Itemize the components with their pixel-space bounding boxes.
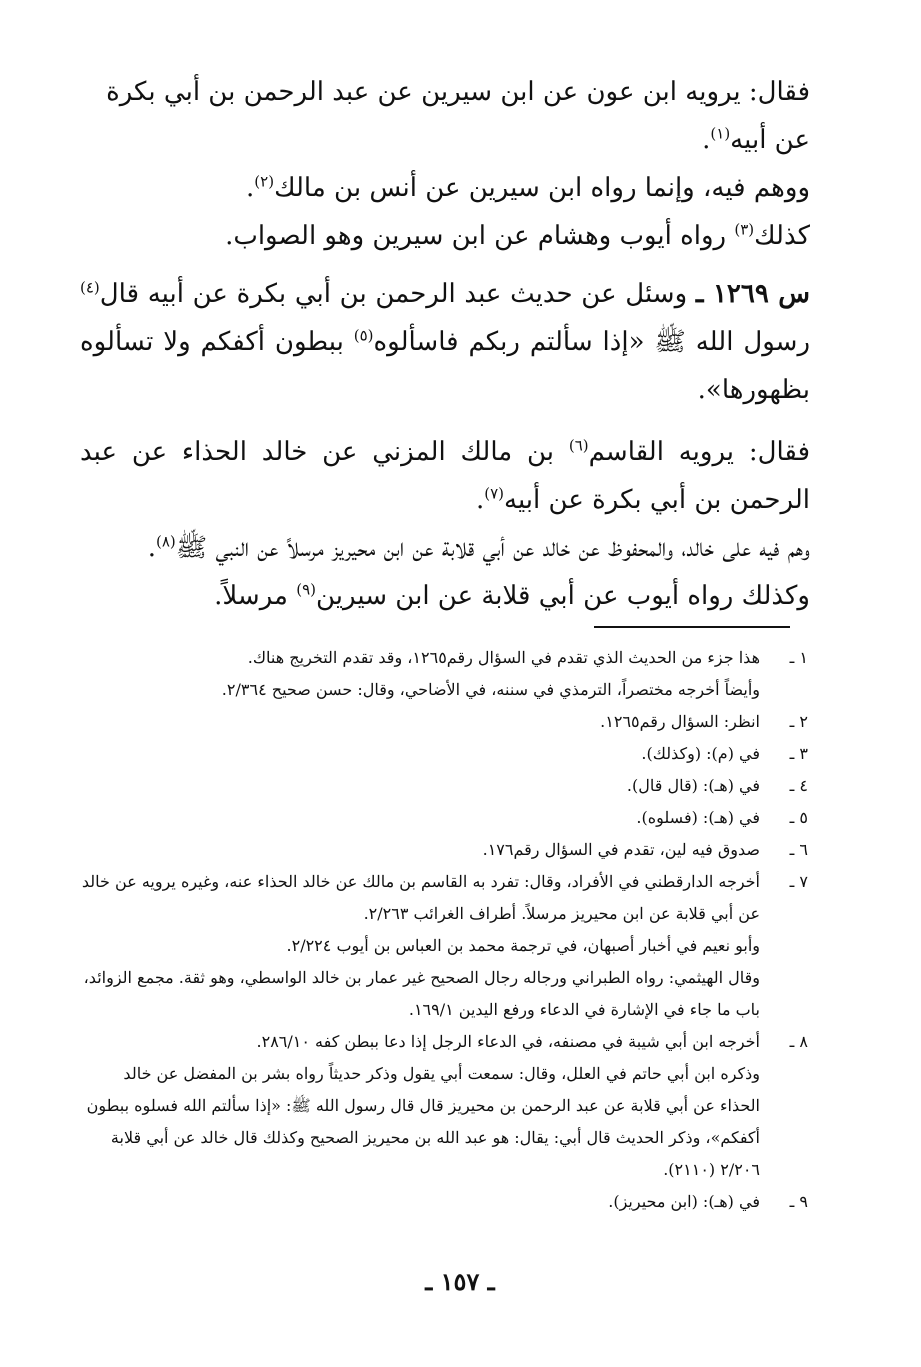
footnote — [80, 738, 808, 770]
footnote-number: ٥ ـ — [789, 808, 808, 827]
footnotes — [80, 642, 808, 1218]
footnote-separator — [594, 626, 790, 628]
footnote-line: صدوق فيه لين، تقدم في السؤال رقم١٧٦. — [482, 840, 760, 859]
paragraph-2: ووهم فيه، وإنما رواه ابن سيرين عن أنس بن مالك$^{(٢)}$. — [246, 172, 810, 203]
main-text — [80, 68, 810, 620]
footnote-number: ٢ ـ — [789, 712, 808, 731]
footnote-number: ٤ ـ — [789, 776, 808, 795]
footnote — [80, 1026, 808, 1186]
paragraph-5: وهم فيه على خالد، والمحفوظ عن خالد عن أبي قلابة عن ابن محيريز مرسلاً عن النبي ﷺ$^{(٨)}$. — [147, 532, 810, 563]
paragraph-4: فقال: يرويه القاسم$^{(٦)}$ بن مالك المزني عن خالد الحذاء عن عبد الرحمن بن أبي بكرة عن أبيه$^{(٧)}$. — [80, 436, 811, 515]
footnote-ref-3: (٣) — [734, 220, 755, 239]
footnote-number: ٧ ـ — [789, 872, 808, 891]
footnote-ref-4: (٤) — [80, 278, 100, 297]
footnote-ref-9: (٩) — [296, 580, 317, 599]
footnote-number: ٦ ـ — [789, 840, 808, 859]
footnote-number: ٩ ـ — [789, 1192, 808, 1211]
footnote-line: في (م): (وكذلك). — [641, 744, 760, 763]
footnote-line: وأبو نعيم في أخبار أصبهان، في ترجمة محمد بن العباس بن أيوب ٢/٢٢٤. — [286, 936, 760, 955]
footnote-line: أخرجه ابن أبي شيبة في مصنفه، في الدعاء الرجل إذا دعا ببطن كفه ٢٨٦/١٠. — [256, 1032, 760, 1051]
footnote-line: انظر: السؤال رقم١٢٦٥. — [600, 712, 760, 731]
paragraph-3: كذلك$^{(٣)}$ رواه أيوب وهشام عن ابن سيرين وهو الصواب. — [225, 220, 810, 251]
footnote-ref-6: (٦) — [568, 436, 589, 455]
footnote — [80, 770, 808, 802]
footnote-ref-7: (٧) — [484, 484, 505, 503]
footnote-line: أخرجه الدارقطني في الأفراد، وقال: تفرد به القاسم بن مالك عن خالد الحذاء عنه، وغيره يرويه عن خالد عن أبي قلابة عن ابن محيريز مرسلاً. أطراف الغرائب ٢/٢٦٣. — [81, 872, 760, 923]
footnote — [80, 706, 808, 738]
footnote-number: ٣ ـ — [789, 744, 808, 763]
footnote-ref-2: (٢) — [254, 172, 275, 191]
footnote-line: وأيضاً أخرجه مختصراً، الترمذي في سننه، في الأضاحي، وقال: حسن صحيح ٢/٣٦٤. — [221, 680, 760, 699]
footnote-line: في (هـ): (ابن محيريز). — [608, 1192, 760, 1211]
footnote — [80, 642, 808, 706]
question-paragraph: س ١٢٦٩ ـ وسئل عن حديث عبد الرحمن بن أبي بكرة عن أبيه قال$^{(٤)}$ رسول الله ﷺ «إذا سألتم ربكم فاسألوه$^{(٥)}$ ببطون أكفكم ولا تسألوه بظهورها». — [80, 278, 811, 405]
footnote-ref-1: (١) — [710, 124, 731, 143]
footnote-ref-8: (٨) — [155, 532, 176, 551]
footnote-line: وقال الهيثمي: رواه الطبراني ورجاله رجال الصحيح غير عمار بن خالد الواسطي، وهو ثقة. مجمع الزوائد، باب ما جاء في الإشارة في الدعاء ورفع اليدين ١٦٩/١. — [83, 968, 760, 1019]
footnote — [80, 802, 808, 834]
footnote-number: ١ ـ — [789, 648, 808, 667]
paragraph-1: فقال: يرويه ابن عون عن ابن سيرين عن عبد الرحمن بن أبي بكرة عن أبيه$^{(١)}$. — [106, 77, 810, 155]
footnote-line: في (هـ): (قال قال). — [626, 776, 760, 795]
footnote-ref-5: (٥) — [353, 326, 374, 345]
footnote — [80, 834, 808, 866]
footnote-number: ٨ ـ — [789, 1032, 808, 1051]
question-number: س ١٢٦٩ ـ — [695, 279, 811, 309]
footnote-line: وذكره ابن أبي حاتم في العلل، وقال: سمعت أبي يقول وذكر حديثاً رواه بشر بن المفضل عن خالد الحذاء عن أبي قلابة عن عبد الرحمن بن محيريز قال قال رسول الله ﷺ: «إذا سألتم الله فسلوه ببطون أكفكم»، وذكر الحديث قال أبي: يقال: هو عبد الله بن محيريز الصحيح وكذلك قال خالد عن أبي قلابة ٢/٢٠٦ (٢١١٠). — [86, 1064, 760, 1179]
footnote — [80, 866, 808, 1026]
footnote-line: هذا جزء من الحديث الذي تقدم في السؤال رقم١٢٦٥، وقد تقدم التخريج هناك. — [247, 648, 760, 667]
page-number: ـ ١٥٧ ـ — [425, 1267, 495, 1296]
footnote-line: في (هـ): (فسلوه). — [636, 808, 760, 827]
footnote — [80, 1186, 808, 1218]
paragraph-6: وكذلك رواه أيوب عن أبي قلابة عن ابن سيرين$^{(٩)}$ مرسلاً. — [214, 580, 810, 611]
